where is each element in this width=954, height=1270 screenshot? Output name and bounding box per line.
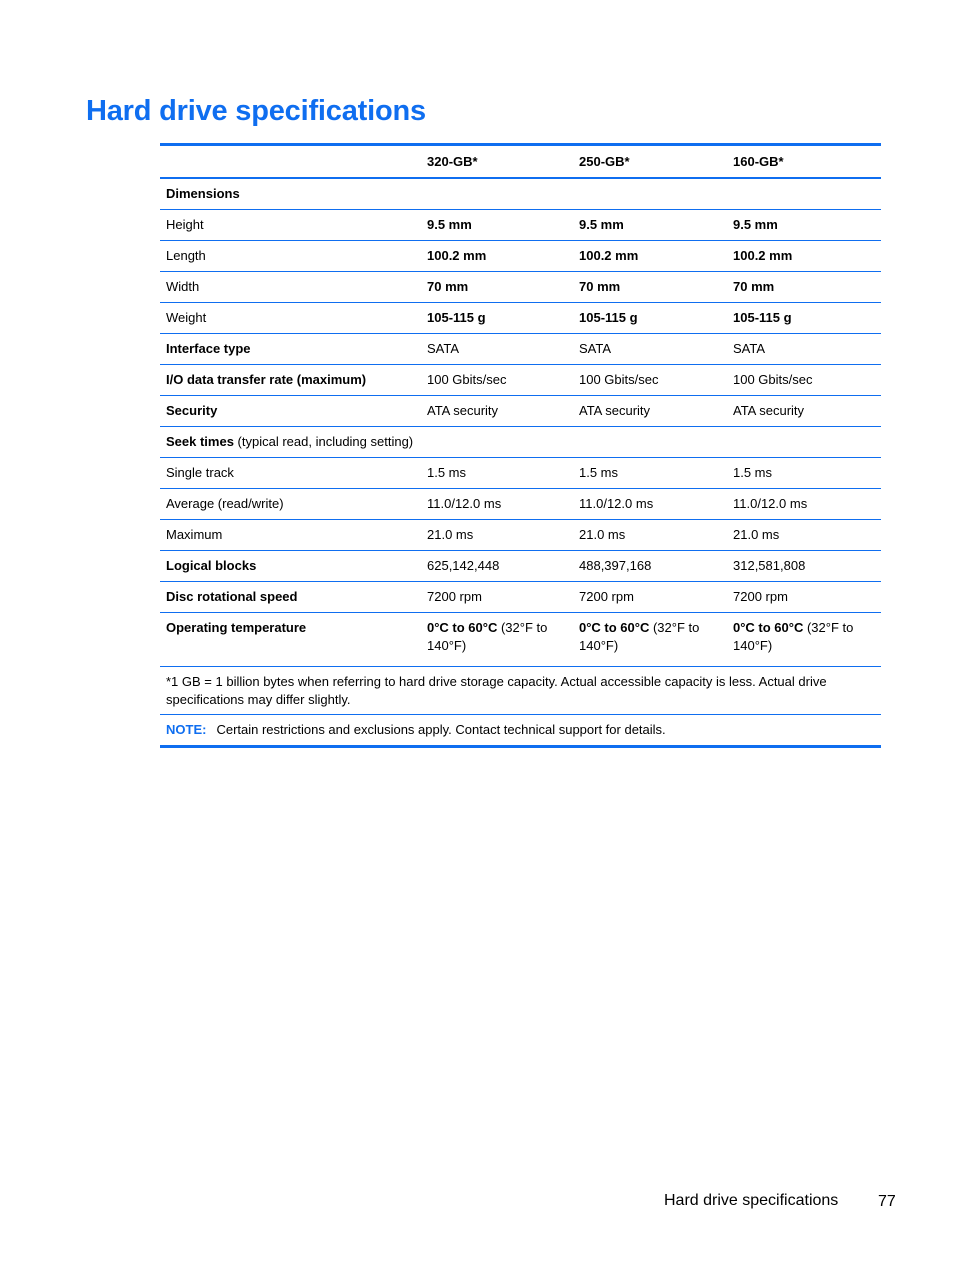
table-row: [160, 303, 881, 334]
temp-range-rest: 140°F): [427, 638, 467, 653]
row-label: Single track: [160, 458, 421, 489]
temp-range-bold: 0°C to 60°C: [733, 620, 804, 635]
temp-range-rest: (32°F to: [649, 620, 700, 635]
cell-value: 9.5 mm: [421, 210, 573, 241]
row-label: Width: [160, 272, 421, 303]
cell-value: ATA security: [727, 396, 881, 427]
cell-value: 11.0/12.0 ms: [573, 489, 727, 520]
table-row: [160, 551, 881, 582]
row-label: Security: [160, 396, 421, 427]
table-row: [160, 427, 881, 458]
table-row: [160, 458, 881, 489]
note: [160, 715, 881, 747]
cell-value: 9.5 mm: [573, 210, 727, 241]
header-cell-empty: [160, 145, 421, 179]
cell-value: 70 mm: [727, 272, 881, 303]
cell-value: 100 Gbits/sec: [421, 365, 573, 396]
table-row: [160, 613, 881, 667]
table-row: [160, 520, 881, 551]
cell-value: 7200 rpm: [421, 582, 573, 613]
cell-value: [727, 613, 881, 667]
note-text: Certain restrictions and exclusions apply. Contact technical support for details.: [216, 722, 666, 737]
cell-value: 105-115 g: [573, 303, 727, 334]
cell-value: 625,142,448: [421, 551, 573, 582]
cell-value: 105-115 g: [421, 303, 573, 334]
table-row: [160, 582, 881, 613]
cell-value: SATA: [727, 334, 881, 365]
cell-value: SATA: [573, 334, 727, 365]
cell-value: 9.5 mm: [727, 210, 881, 241]
table-row: [160, 210, 881, 241]
temp-range-bold: 0°C to 60°C: [427, 620, 498, 635]
section-label-seek-times: [160, 427, 881, 458]
header-cell-160gb: 160-GB*: [727, 145, 881, 179]
cell-value: 11.0/12.0 ms: [421, 489, 573, 520]
table-footnote-row: [160, 667, 881, 715]
cell-value: ATA security: [573, 396, 727, 427]
temp-range-rest: (32°F to: [497, 620, 548, 635]
row-label: Length: [160, 241, 421, 272]
table-row: [160, 489, 881, 520]
row-label: Operating temperature: [160, 613, 421, 667]
row-label: Average (read/write): [160, 489, 421, 520]
cell-value: 11.0/12.0 ms: [727, 489, 881, 520]
page-title: Hard drive specifications: [86, 95, 426, 127]
seek-times-label: Seek times: [166, 434, 234, 449]
cell-value: 7200 rpm: [727, 582, 881, 613]
cell-value: 100.2 mm: [421, 241, 573, 272]
temp-range-bold: 0°C to 60°C: [579, 620, 650, 635]
cell-value: 312,581,808: [727, 551, 881, 582]
note-label: NOTE:: [166, 722, 207, 737]
table-row: [160, 334, 881, 365]
table-header-row: [160, 145, 881, 179]
footnote-text: *1 GB = 1 billion bytes when referring to hard drive storage capacity. Actual accessible capacity is less. Actual drive specifications may differ slightly.: [160, 667, 881, 715]
cell-value: 70 mm: [573, 272, 727, 303]
cell-value: 1.5 ms: [727, 458, 881, 489]
cell-value: 488,397,168: [573, 551, 727, 582]
cell-value: 100 Gbits/sec: [727, 365, 881, 396]
row-label: Maximum: [160, 520, 421, 551]
cell-value: 7200 rpm: [573, 582, 727, 613]
table-row: [160, 396, 881, 427]
cell-value: 100.2 mm: [727, 241, 881, 272]
temp-range-rest: 140°F): [579, 638, 619, 653]
row-label: Disc rotational speed: [160, 582, 421, 613]
spec-table: [160, 143, 881, 748]
row-label: Logical blocks: [160, 551, 421, 582]
cell-value: 21.0 ms: [573, 520, 727, 551]
cell-value: SATA: [421, 334, 573, 365]
temp-range-rest: 140°F): [733, 638, 773, 653]
table-note-row: [160, 715, 881, 747]
footer-page-number: 77: [878, 1193, 896, 1210]
cell-value: 70 mm: [421, 272, 573, 303]
header-cell-320gb: 320-GB*: [421, 145, 573, 179]
cell-value: 1.5 ms: [421, 458, 573, 489]
cell-value: 21.0 ms: [727, 520, 881, 551]
cell-value: 105-115 g: [727, 303, 881, 334]
section-label-dimensions: Dimensions: [160, 178, 881, 210]
cell-value: 21.0 ms: [421, 520, 573, 551]
seek-times-subtitle: (typical read, including setting): [233, 434, 414, 449]
table-row: [160, 272, 881, 303]
table-row: [160, 178, 881, 210]
temp-range-rest: (32°F to: [803, 620, 854, 635]
cell-value: [573, 613, 727, 667]
table-row: [160, 241, 881, 272]
cell-value: ATA security: [421, 396, 573, 427]
cell-value: 100.2 mm: [573, 241, 727, 272]
table-row: [160, 365, 881, 396]
row-label: I/O data transfer rate (maximum): [160, 365, 421, 396]
footer-section-title: Hard drive specifications: [664, 1192, 839, 1209]
cell-value: 1.5 ms: [573, 458, 727, 489]
row-label: Interface type: [160, 334, 421, 365]
cell-value: 100 Gbits/sec: [573, 365, 727, 396]
cell-value: [421, 613, 573, 667]
row-label: Height: [160, 210, 421, 241]
header-cell-250gb: 250-GB*: [573, 145, 727, 179]
row-label: Weight: [160, 303, 421, 334]
